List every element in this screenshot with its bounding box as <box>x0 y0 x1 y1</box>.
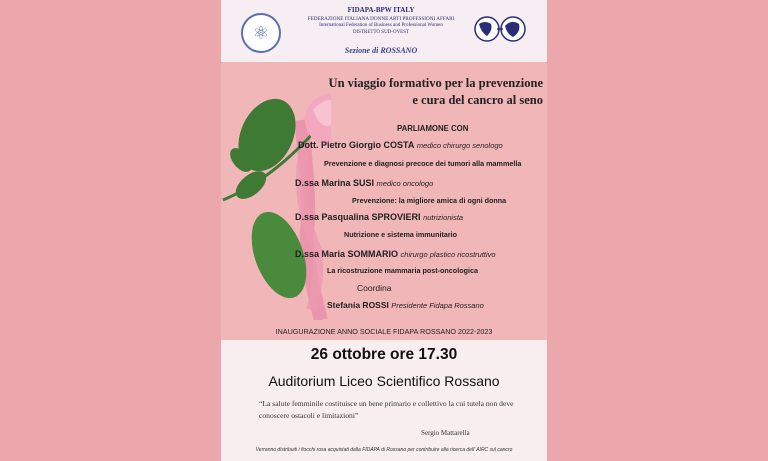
poster-title-line1: Un viaggio formativo per la prevenzione <box>328 76 543 90</box>
speaker-4-role: chirurgo plastico ricostruttivo <box>400 250 496 259</box>
inauguration-text: INAUGURAZIONE ANNO SOCIALE FIDAPA ROSSANO 2022-2023 <box>275 327 493 336</box>
coordinator-role: Presidente Fidapa Rossano <box>391 301 484 310</box>
speaker-1-name: Dott. Pietro Giorgio COSTA <box>298 140 415 150</box>
speaker-2-name: D.ssa Marina SUSI <box>295 178 375 188</box>
topic-2: Prevenzione: la migliore amica di ogni donna <box>352 196 507 205</box>
speaker-4 <box>295 249 496 259</box>
poster-header <box>221 0 547 62</box>
speaker-2 <box>295 178 433 188</box>
globe-logo-icon <box>473 14 527 44</box>
speaker-3-role: nutrizionista <box>423 213 464 222</box>
section-name: Sezione di ROSSANO <box>344 46 418 55</box>
org-name: FIDAPA-BPW ITALY <box>347 6 415 14</box>
org-full-name: FEDERAZIONE ITALIANA DONNE ARTI PROFESSIONI AFFARI <box>307 16 455 22</box>
quote-author: Sergio Mattarella <box>421 429 470 437</box>
topic-4: La ricostruzione mammaria post-oncologica <box>327 266 478 275</box>
coordinator-name: Stefania ROSSI <box>327 300 389 310</box>
poster-title-line2: e cura del cancro al seno <box>412 93 543 107</box>
org-district: DISTRETTO SUD-OVEST <box>352 30 410 35</box>
topic-1: Prevenzione e diagnosi precoce dei tumori alla mammella <box>324 159 522 168</box>
topic-3: Nutrizione e sistema immunitario <box>344 230 458 239</box>
speaker-1-role: medico chirurgo senologo <box>416 141 503 150</box>
event-poster <box>221 0 547 461</box>
rose-icon <box>221 80 331 320</box>
event-venue: Auditorium Liceo Scientifico Rossano <box>268 373 500 389</box>
speaker-3-name: D.ssa Pasqualina SPROVIERI <box>295 212 421 222</box>
quote-text: “La salute femminile costituisce un bene primario e collettivo la cui tutela non deve conoscere ostacoli e limitazioni” <box>259 399 514 420</box>
fidapa-logo-icon: ⚛ <box>241 13 281 53</box>
footer-note: Verranno distribuiti i fiocchi rosa acquistati dalla FIDAPA di Rossano per contribuire alla ricerca dell’ AIRC sul cancro <box>255 447 513 453</box>
speaker-4-name: D.ssa Maria SOMMARIO <box>295 249 399 259</box>
coordinator <box>327 300 484 310</box>
speaker-2-role: medico oncologo <box>376 179 434 188</box>
event-details <box>221 340 547 461</box>
event-date: 26 ottobre ore 17.30 <box>310 346 458 363</box>
speaker-1 <box>298 140 503 150</box>
intro-label: PARLIAMONE CON <box>397 124 469 133</box>
speaker-3 <box>295 212 463 222</box>
coordinator-label: Coordina <box>357 283 392 293</box>
org-international: International Federation of Business and Professional Women <box>319 23 443 28</box>
